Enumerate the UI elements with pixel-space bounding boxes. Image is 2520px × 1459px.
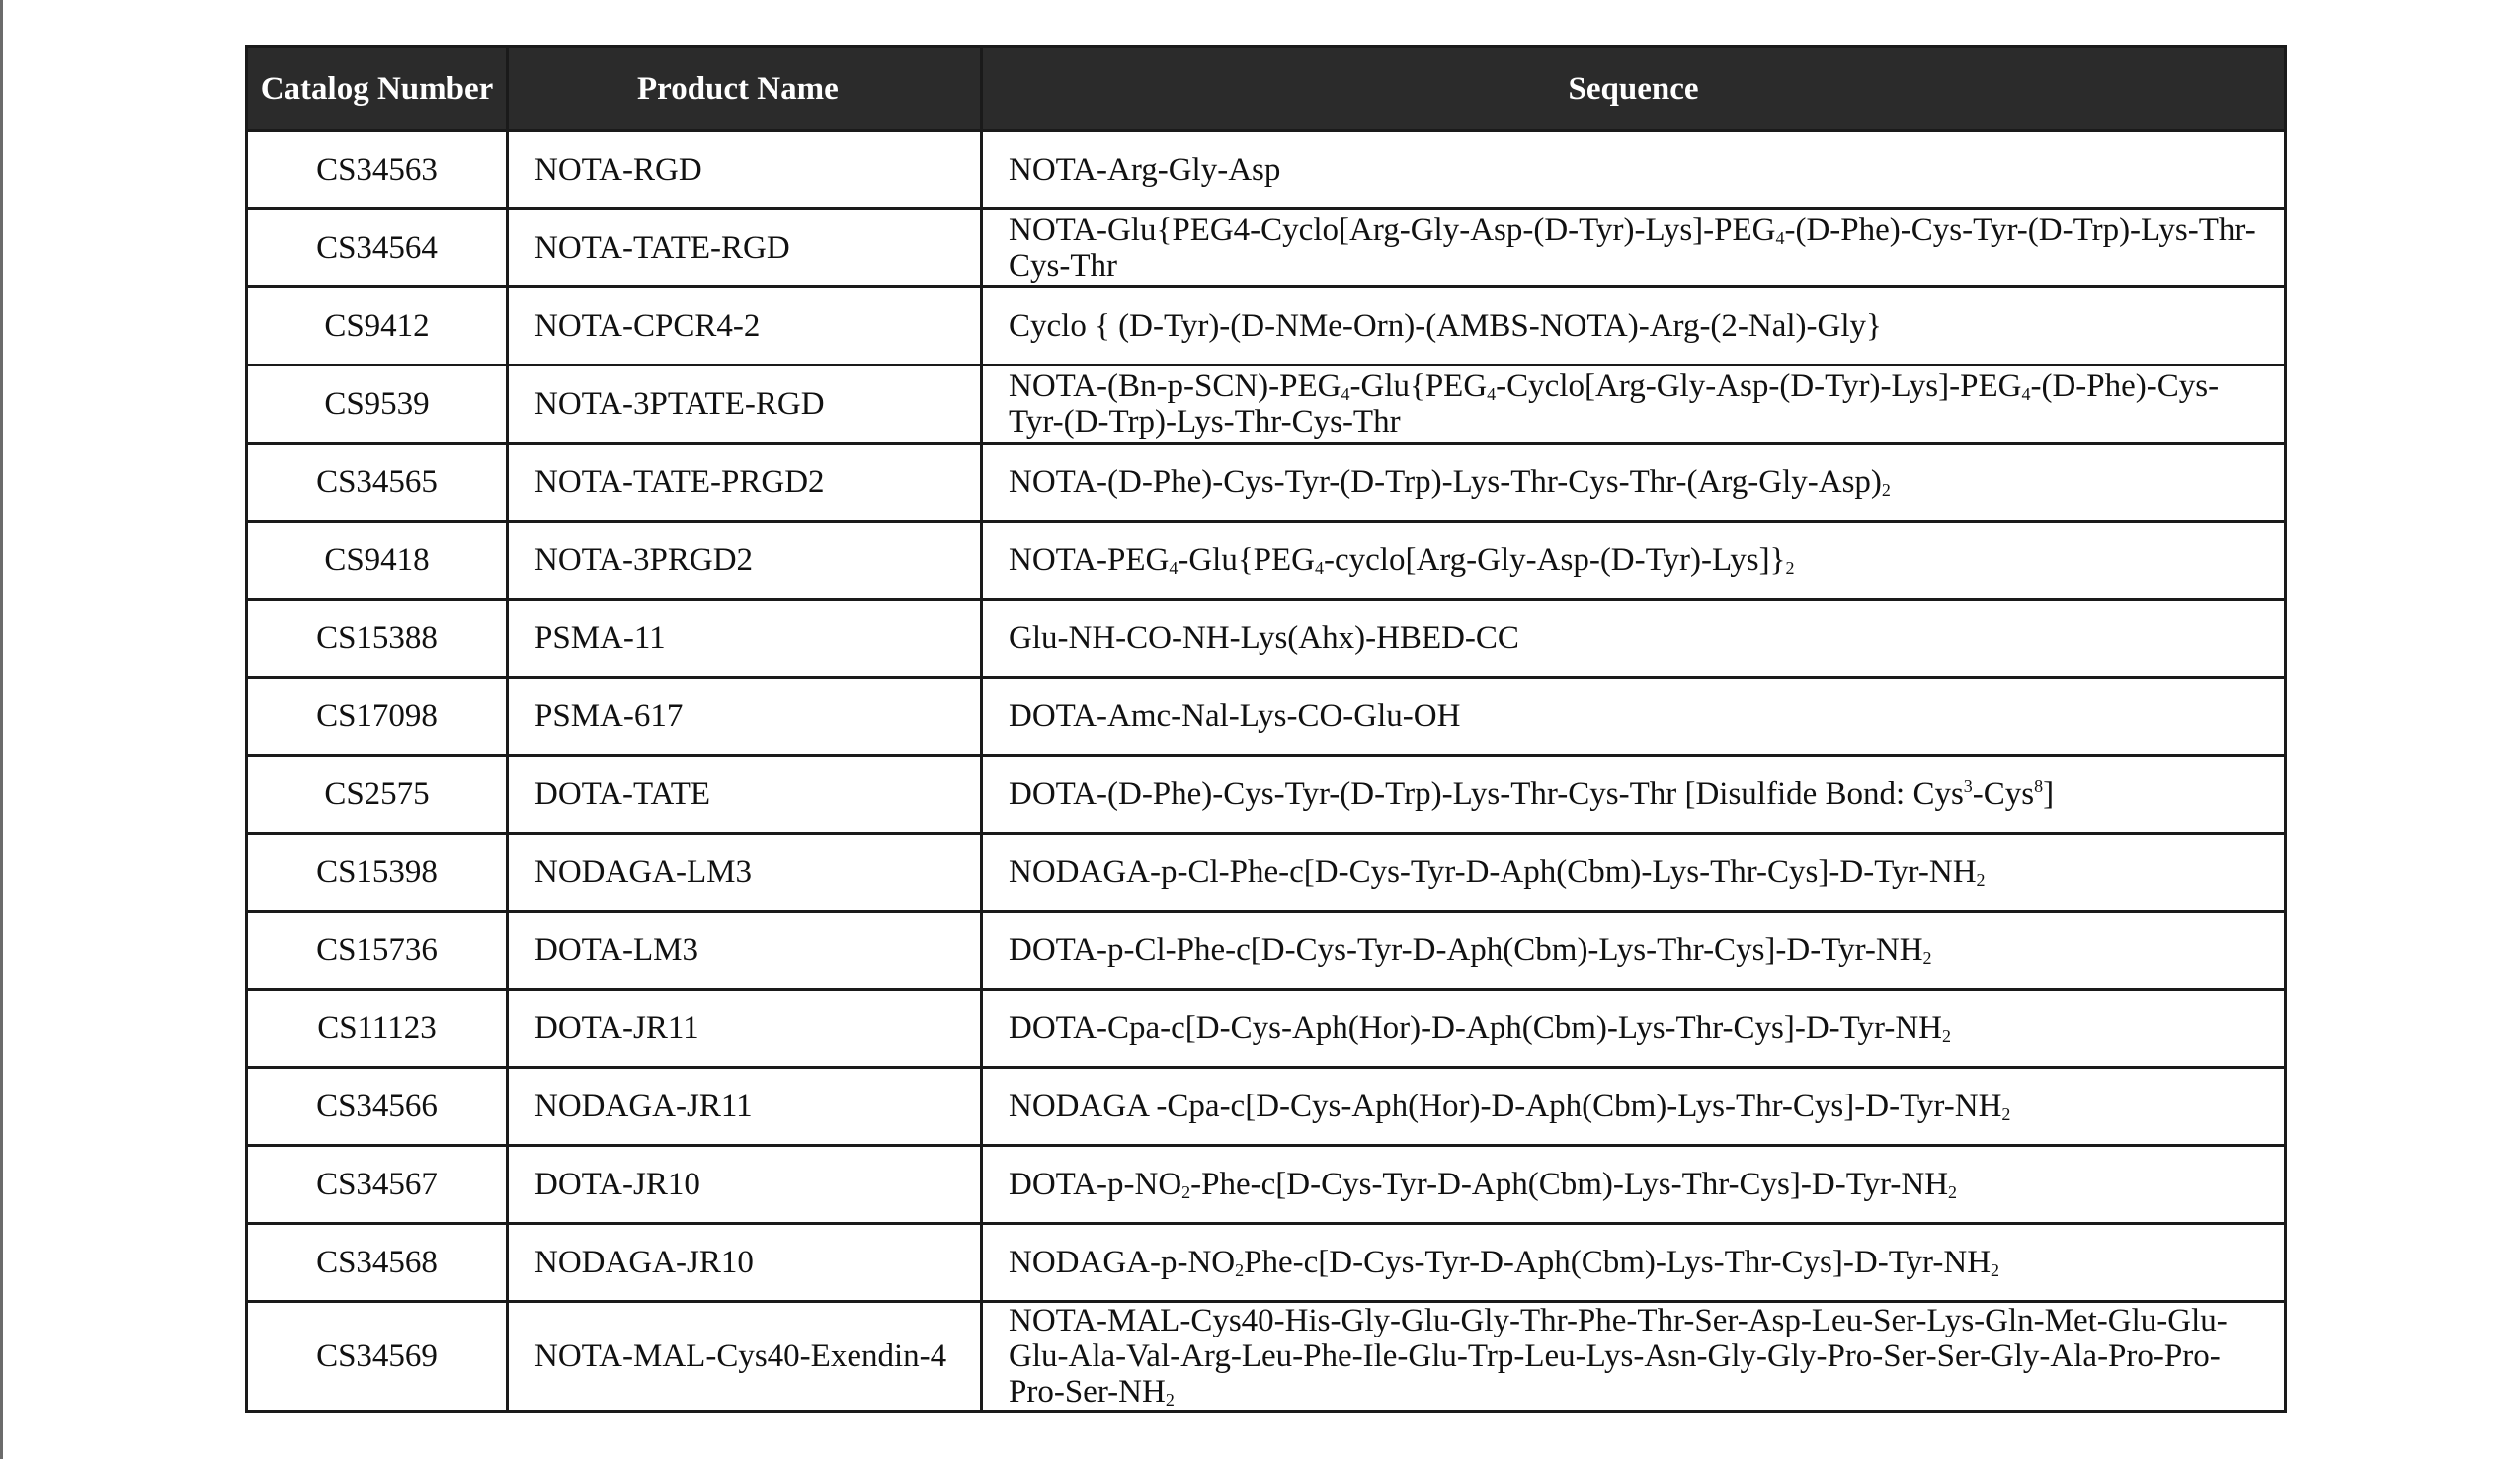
catalog-number-cell: CS11123 bbox=[247, 990, 508, 1068]
catalog-number-cell: CS15736 bbox=[247, 912, 508, 990]
product-name-cell: DOTA-TATE bbox=[508, 756, 982, 834]
sequence-cell bbox=[982, 1224, 2286, 1302]
sequence-cell bbox=[982, 756, 2286, 834]
sequence-cell bbox=[982, 365, 2286, 444]
table-row bbox=[247, 131, 2286, 209]
catalog-number-cell: CS34568 bbox=[247, 1224, 508, 1302]
sequence-subscript: 2 bbox=[1235, 1260, 1245, 1280]
sequence-text: -(D-Phe)-Cys-Tyr-(D-Trp)-Lys-Thr-Cys-Thr bbox=[1009, 368, 2220, 440]
sequence-cell bbox=[982, 287, 2286, 365]
sequence-text: Phe-c[D-Cys-Tyr-D-Aph(Cbm)-Lys-Thr-Cys]-D-Tyr-NH bbox=[1244, 1245, 1992, 1280]
page-left-border bbox=[0, 0, 3, 1459]
sequence-cell bbox=[982, 522, 2286, 600]
sequence-subscript: 2 bbox=[1922, 948, 1932, 968]
product-name-cell: NODAGA-LM3 bbox=[508, 834, 982, 912]
product-name-cell: NODAGA-JR11 bbox=[508, 1068, 982, 1146]
sequence-cell bbox=[982, 1068, 2286, 1146]
product-catalog-table bbox=[245, 45, 2287, 1413]
sequence-text: -cyclo[Arg-Gly-Asp-(D-Tyr)-Lys]} bbox=[1324, 542, 1786, 578]
table-row bbox=[247, 756, 2286, 834]
sequence-text: NOTA-(D-Phe)-Cys-Tyr-(D-Trp)-Lys-Thr-Cys-Thr-(Arg-Gly-Asp) bbox=[1009, 464, 1882, 500]
sequence-subscript: 2 bbox=[1785, 558, 1795, 578]
sequence-text: NODAGA -Cpa-c[D-Cys-Aph(Hor)-D-Aph(Cbm)-Lys-Thr-Cys]-D-Tyr-NH bbox=[1009, 1089, 2002, 1124]
catalog-number-cell: CS34564 bbox=[247, 209, 508, 287]
catalog-number-cell: CS9539 bbox=[247, 365, 508, 444]
sequence-subscript: 4 bbox=[1341, 384, 1350, 404]
sequence-text: -Phe-c[D-Cys-Tyr-D-Aph(Cbm)-Lys-Thr-Cys]-D-Tyr-NH bbox=[1190, 1167, 1949, 1202]
product-name-cell: PSMA-617 bbox=[508, 678, 982, 756]
sequence-text: NOTA-PEG bbox=[1009, 542, 1170, 578]
product-name-cell: NOTA-CPCR4-2 bbox=[508, 287, 982, 365]
header-product-name: Product Name bbox=[508, 47, 982, 131]
product-name-cell: NOTA-TATE-PRGD2 bbox=[508, 444, 982, 522]
table-row bbox=[247, 990, 2286, 1068]
catalog-number-cell: CS15398 bbox=[247, 834, 508, 912]
sequence-cell bbox=[982, 678, 2286, 756]
sequence-cell bbox=[982, 209, 2286, 287]
sequence-text: -Cys bbox=[1972, 776, 2035, 812]
catalog-number-cell: CS17098 bbox=[247, 678, 508, 756]
catalog-number-cell: CS9418 bbox=[247, 522, 508, 600]
sequence-subscript: 2 bbox=[2001, 1104, 2011, 1124]
sequence-text: NOTA-Arg-Gly-Asp bbox=[1009, 152, 1281, 188]
product-name-cell: DOTA-JR10 bbox=[508, 1146, 982, 1224]
sequence-cell bbox=[982, 834, 2286, 912]
table-row bbox=[247, 834, 2286, 912]
sequence-subscript: 2 bbox=[1991, 1260, 2000, 1280]
sequence-subscript: 4 bbox=[1169, 558, 1179, 578]
sequence-subscript: 2 bbox=[1942, 1026, 1951, 1046]
sequence-cell bbox=[982, 990, 2286, 1068]
header-catalog-number: Catalog Number bbox=[247, 47, 508, 131]
table-row bbox=[247, 287, 2286, 365]
sequence-text: ] bbox=[2043, 776, 2055, 812]
sequence-subscript: 4 bbox=[2021, 384, 2031, 404]
sequence-subscript: 2 bbox=[1181, 1182, 1191, 1202]
sequence-text: -Glu{PEG bbox=[1349, 368, 1488, 404]
sequence-text: DOTA-Amc-Nal-Lys-CO-Glu-OH bbox=[1009, 698, 1461, 734]
sequence-subscript: 4 bbox=[1315, 558, 1325, 578]
product-name-cell: NOTA-TATE-RGD bbox=[508, 209, 982, 287]
sequence-subscript: 2 bbox=[1881, 480, 1891, 500]
table-row bbox=[247, 1146, 2286, 1224]
sequence-cell bbox=[982, 912, 2286, 990]
sequence-text: -(D-Phe)-Cys-Tyr-(D-Trp)-Lys-Thr-Cys-Thr bbox=[1009, 212, 2256, 284]
catalog-number-cell: CS9412 bbox=[247, 287, 508, 365]
table-row bbox=[247, 678, 2286, 756]
sequence-subscript: 2 bbox=[1165, 1390, 1175, 1410]
catalog-number-cell: CS34567 bbox=[247, 1146, 508, 1224]
sequence-cell bbox=[982, 1146, 2286, 1224]
catalog-number-cell: CS34569 bbox=[247, 1302, 508, 1412]
sequence-subscript: 4 bbox=[1775, 228, 1785, 248]
product-name-cell: NOTA-3PRGD2 bbox=[508, 522, 982, 600]
header-row bbox=[247, 47, 2286, 131]
product-name-cell: DOTA-LM3 bbox=[508, 912, 982, 990]
sequence-text: NOTA-(Bn-p-SCN)-PEG bbox=[1009, 368, 1341, 404]
table-row bbox=[247, 1224, 2286, 1302]
table-row bbox=[247, 365, 2286, 444]
table-row bbox=[247, 444, 2286, 522]
product-name-cell: DOTA-JR11 bbox=[508, 990, 982, 1068]
sequence-superscript: 3 bbox=[1963, 776, 1973, 796]
sequence-text: -Glu{PEG bbox=[1178, 542, 1316, 578]
table-row bbox=[247, 1302, 2286, 1412]
table-header bbox=[247, 47, 2286, 131]
sequence-text: DOTA-p-NO bbox=[1009, 1167, 1182, 1202]
catalog-number-cell: CS15388 bbox=[247, 600, 508, 678]
table-row bbox=[247, 912, 2286, 990]
catalog-number-cell: CS2575 bbox=[247, 756, 508, 834]
sequence-text: DOTA-(D-Phe)-Cys-Tyr-(D-Trp)-Lys-Thr-Cys-Thr [Disulfide Bond: Cys bbox=[1009, 776, 1964, 812]
sequence-cell bbox=[982, 1302, 2286, 1412]
product-name-cell: NOTA-RGD bbox=[508, 131, 982, 209]
table-row bbox=[247, 600, 2286, 678]
sequence-subscript: 2 bbox=[1948, 1182, 1958, 1202]
sequence-subscript: 4 bbox=[1487, 384, 1497, 404]
product-name-cell: NODAGA-JR10 bbox=[508, 1224, 982, 1302]
catalog-number-cell: CS34565 bbox=[247, 444, 508, 522]
header-sequence: Sequence bbox=[982, 47, 2286, 131]
sequence-text: NOTA-Glu{PEG4-Cyclo[Arg-Gly-Asp-(D-Tyr)-Lys]-PEG bbox=[1009, 212, 1776, 248]
sequence-text: -Cyclo[Arg-Gly-Asp-(D-Tyr)-Lys]-PEG bbox=[1496, 368, 2022, 404]
catalog-number-cell: CS34566 bbox=[247, 1068, 508, 1146]
sequence-cell bbox=[982, 131, 2286, 209]
sequence-text: Glu-NH-CO-NH-Lys(Ahx)-HBED-CC bbox=[1009, 620, 1519, 656]
sequence-superscript: 8 bbox=[2034, 776, 2044, 796]
sequence-cell bbox=[982, 600, 2286, 678]
sequence-text: NODAGA-p-Cl-Phe-c[D-Cys-Tyr-D-Aph(Cbm)-Lys-Thr-Cys]-D-Tyr-NH bbox=[1009, 854, 1977, 890]
product-name-cell: NOTA-3PTATE-RGD bbox=[508, 365, 982, 444]
table-body bbox=[247, 131, 2286, 1412]
sequence-text: Cyclo { (D-Tyr)-(D-NMe-Orn)-(AMBS-NOTA)-Arg-(2-Nal)-Gly} bbox=[1009, 308, 1882, 344]
table-row bbox=[247, 209, 2286, 287]
catalog-number-cell: CS34563 bbox=[247, 131, 508, 209]
sequence-text: NOTA-MAL-Cys40-His-Gly-Glu-Gly-Thr-Phe-Thr-Ser-Asp-Leu-Ser-Lys-Gln-Met-Glu-Glu-Glu-Ala-Val-Arg-Leu-Phe-Ile-Glu-Trp-Leu-Lys-Asn-Gly-Gly-Pro-Ser-Ser-Gly-Ala-Pro-Pro-Pro-Ser-NH bbox=[1009, 1303, 2228, 1410]
table-row bbox=[247, 1068, 2286, 1146]
sequence-cell bbox=[982, 444, 2286, 522]
table-row bbox=[247, 522, 2286, 600]
sequence-subscript: 2 bbox=[1976, 870, 1986, 890]
sequence-text: DOTA-p-Cl-Phe-c[D-Cys-Tyr-D-Aph(Cbm)-Lys-Thr-Cys]-D-Tyr-NH bbox=[1009, 932, 1923, 968]
product-name-cell: NOTA-MAL-Cys40-Exendin-4 bbox=[508, 1302, 982, 1412]
product-name-cell: PSMA-11 bbox=[508, 600, 982, 678]
sequence-text: NODAGA-p-NO bbox=[1009, 1245, 1236, 1280]
sequence-text: DOTA-Cpa-c[D-Cys-Aph(Hor)-D-Aph(Cbm)-Lys-Thr-Cys]-D-Tyr-NH bbox=[1009, 1011, 1942, 1046]
